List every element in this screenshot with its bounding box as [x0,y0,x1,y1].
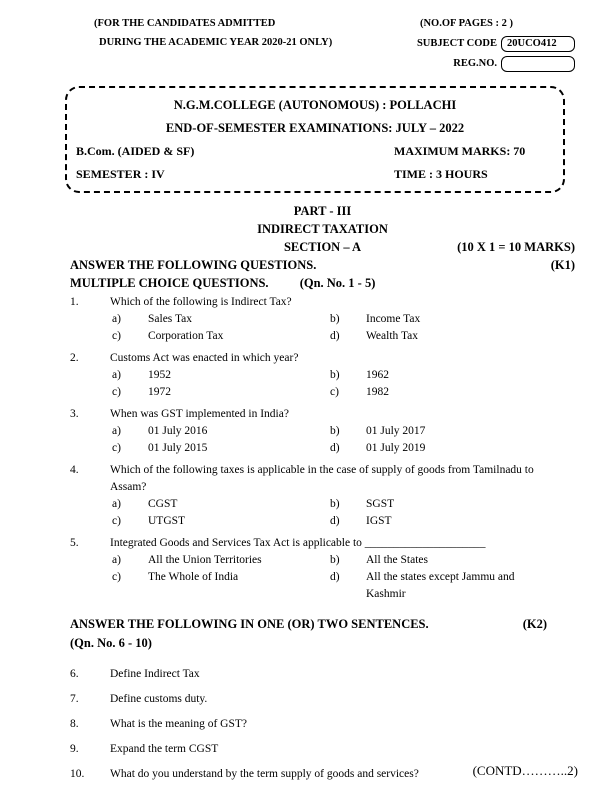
option-text: IGST [366,515,392,527]
option-label: b) [330,425,340,437]
options-grid [112,311,575,345]
option-text: SGST [366,498,395,510]
question-number: 9. [70,743,79,755]
question-number: 10. [70,768,85,780]
question-text: What is the meaning of GST? [110,718,248,730]
k1-instruction: ANSWER THE FOLLOWING QUESTIONS. [70,258,317,272]
option-text: 01 July 2017 [366,425,426,437]
question-text: When was GST implemented in India? [110,408,289,420]
question-number: 6. [70,668,79,680]
pages-note: (NO.OF PAGES : 2 ) [419,18,514,29]
option-label: c) [330,386,339,398]
question-text: Expand the term CGST [110,743,219,755]
question-text: Which of the following is Indirect Tax? [110,296,292,308]
question-item [70,294,575,345]
option-text: 01 July 2019 [366,442,426,454]
question-number: 1. [70,296,79,308]
question-text: Which of the following taxes is applicable in the case of supply of goods from Tamilnadu to Assam? [110,464,534,493]
question-item [70,535,575,603]
semester-label: SEMESTER : IV [76,167,165,181]
regno-label: REG.NO. [453,58,497,69]
top-header [70,14,575,73]
question-item [70,716,575,732]
option-label: a) [112,425,121,437]
k2-qn-range: (Qn. No. 6 - 10) [70,636,152,650]
option-text: The Whole of India [148,571,239,583]
subject-title: INDIRECT TAXATION [257,222,388,236]
option-label: b) [330,369,340,381]
question-item [70,691,575,707]
option-label: a) [112,554,121,566]
option-label: c) [112,515,121,527]
option-text: 1982 [366,386,389,398]
option-text: UTGST [148,515,186,527]
question-item [70,666,575,682]
option-label: c) [112,442,121,454]
question-text: Integrated Goods and Services Tax Act is applicable to _____________________ [110,537,486,549]
part-header [70,202,575,292]
k2-level: (K2) [522,617,547,631]
option-text: 01 July 2016 [148,425,208,437]
question-item [70,462,575,530]
regno-box [501,56,575,72]
option-label: d) [330,515,340,527]
exam-time: TIME : 3 HOURS [394,167,488,181]
option-label: a) [112,369,121,381]
maximum-marks: MAXIMUM MARKS: 70 [394,144,526,158]
option-label: c) [112,571,121,583]
question-text: What do you understand by the term supply of goods and services? [110,768,419,780]
option-text: Wealth Tax [366,330,419,342]
subject-code-box: 20UCO412 [501,36,575,52]
option-text: 1952 [148,369,171,381]
option-label: c) [112,330,121,342]
option-text: All the States [366,554,428,566]
college-name: N.G.M.COLLEGE (AUTONOMOUS) : POLLACHI [173,98,457,112]
candidates-note-line2: DURING THE ACADEMIC YEAR 2020-21 ONLY) [99,37,333,48]
option-text: CGST [148,498,178,510]
option-text: All the states except Jammu and Kashmir [366,571,515,600]
option-text: Corporation Tax [148,330,224,342]
option-label: c) [112,386,121,398]
course-name: B.Com. (AIDED & SF) [76,144,195,158]
exam-title: END-OF-SEMESTER EXAMINATIONS: JULY – 2022 [165,121,465,135]
section-title: SECTION – A [283,240,362,254]
section-marks: (10 X 1 = 10 MARKS) [457,240,575,254]
option-label: b) [330,498,340,510]
mcq-heading: MULTIPLE CHOICE QUESTIONS. [70,276,269,290]
option-text: 01 July 2015 [148,442,208,454]
option-text: Sales Tax [148,313,193,325]
options-grid [112,496,575,530]
option-text: 1962 [366,369,389,381]
subject-code-label: SUBJECT CODE [416,38,497,49]
question-number: 8. [70,718,79,730]
footer-contd: (CONTD………..2) [472,763,578,778]
mcq-question-list [70,294,575,603]
options-grid [112,367,575,401]
options-grid [112,552,575,603]
options-grid [112,423,575,457]
question-item [70,741,575,757]
option-label: a) [112,498,121,510]
option-label: d) [330,330,340,342]
k2-heading [70,615,575,653]
question-number: 4. [70,464,79,476]
college-info-box [65,86,565,193]
question-number: 3. [70,408,79,420]
question-item [70,350,575,401]
question-item [70,406,575,457]
question-text: Define Indirect Tax [110,668,200,680]
option-label: d) [330,571,340,583]
option-text: 1972 [148,386,171,398]
mcq-qn-range: (Qn. No. 1 - 5) [299,276,376,290]
option-label: b) [330,554,340,566]
k1-level: (K1) [550,258,575,272]
option-text: Income Tax [366,313,421,325]
candidates-note-line1: (FOR THE CANDIDATES ADMITTED [94,18,276,29]
part-title: PART - III [293,204,352,218]
question-number: 7. [70,693,79,705]
option-label: d) [330,442,340,454]
option-label: b) [330,313,340,325]
option-label: a) [112,313,121,325]
k2-instruction: ANSWER THE FOLLOWING IN ONE (OR) TWO SENTENCES. [70,617,429,631]
question-text: Define customs duty. [110,693,208,705]
question-number: 2. [70,352,79,364]
question-text: Customs Act was enacted in which year? [110,352,299,364]
question-number: 5. [70,537,79,549]
option-text: All the Union Territories [148,554,262,566]
